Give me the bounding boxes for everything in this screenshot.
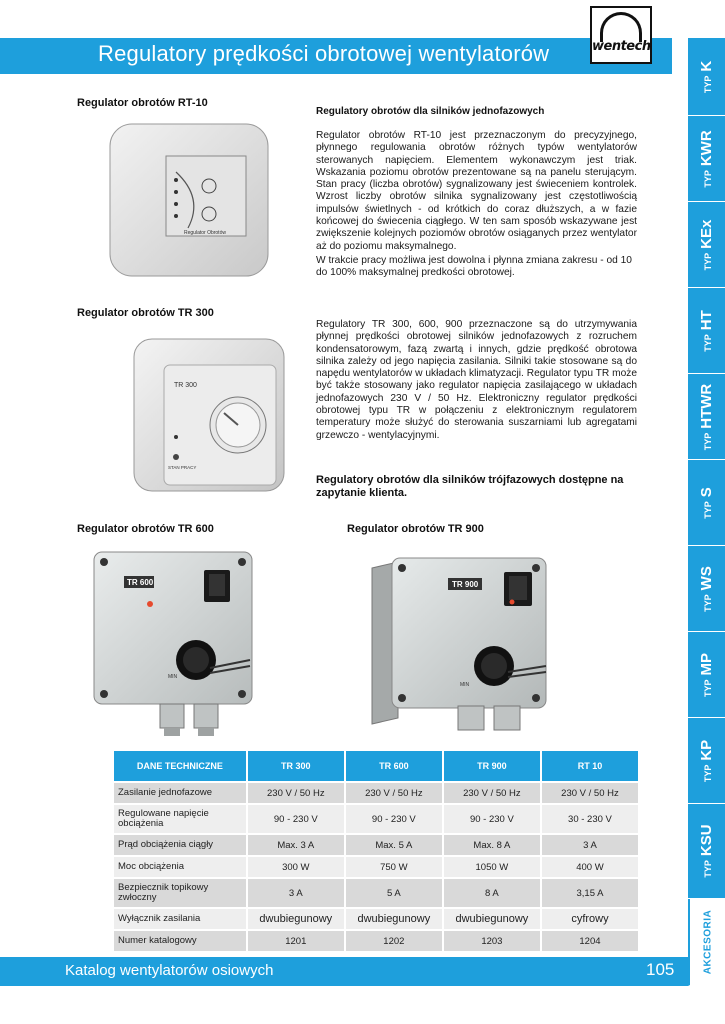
table-cell: 3 A <box>542 835 638 855</box>
side-tab-htwr[interactable]: TYPHTWR <box>688 374 725 460</box>
tr300-status-label: STAN PRACY <box>168 465 197 470</box>
table-cell: 230 V / 50 Hz <box>346 783 442 803</box>
table-row <box>114 909 638 929</box>
rt10-heading: Regulator obrotów RT-10 <box>77 97 208 109</box>
table-cell: 5 A <box>346 879 442 907</box>
table-cell: 1203 <box>444 931 540 951</box>
tr300-heading: Regulator obrotów TR 300 <box>77 307 214 319</box>
side-tab-akcesoria[interactable]: AKCESORIA <box>688 899 725 986</box>
row-label: Numer katalogowy <box>114 931 246 951</box>
technical-data-table <box>112 749 640 953</box>
rt10-subheading: Regulatory obrotów dla silników jednofazowych <box>316 106 545 117</box>
page-number: 105 <box>646 960 675 979</box>
table-cell: 300 W <box>248 857 344 877</box>
table-header-row <box>114 751 638 781</box>
tr900-min-label: MIN <box>460 682 470 688</box>
table-header-cell: TR 900 <box>444 751 540 781</box>
rt10-description: Regulator obrotów RT-10 jest przeznaczonym do precyzyjnego, płynnego regulowania obrotów różnych typów wentylatorów sterowanych napięciem. Elementem wykonawczym jest triak. Wskazania poziomu obrotów prezentowane są na panelu sterującym. Stan pracy (liczba obrotów) sygnalizowany jest świeceniem kontrolek. Wzrost liczby obrotów silnika sygnalizowany jest częstotliwością impulsów świetlnych - od krótkich do coraz dłuższych, a w fazie końcowej do świecenia ciągłego. W ten sam sposób wskazywane jest zwiększenie kolejnych poziomów obrotów osiąganych przez wentylator aż do poziomu maksymalnego. <box>316 130 637 252</box>
table-header-cell: TR 600 <box>346 751 442 781</box>
catalog-title: Katalog wentylatorów osiowych <box>65 962 274 979</box>
tr-description: Regulatory TR 300, 600, 900 przeznaczone są do utrzymywania płynnej prędkości obrotowej silników jednofazowych z rozruchem kondensatorowym, fazą zwartą i innych, gdzie prędkość obrotowa silnika zależy od jego napięcia zasilania. Silniki takie stosowane są do napędu wentylatorów w układach klimatyzacji. Regulator typu TR może być także stosowany jako regulator napięcia zasilającego w układach jednofazowych 230 V / 50 Hz. Elektroniczny regulator prędkości obrotowej typu TR w połączeniu z elektronicznym regulatorem temperatury może służyć do sterowania suszarniami lub agregatami grzewczo - wentylacyjnymi. <box>316 319 637 441</box>
tr900-label: TR 900 <box>452 580 479 589</box>
row-label: Zasilanie jednofazowe <box>114 783 246 803</box>
table-cell: 90 - 230 V <box>248 805 344 833</box>
table-cell: Max. 8 A <box>444 835 540 855</box>
table-row <box>114 805 638 833</box>
rt10-description-range: W trakcie pracy możliwa jest dowolna i płynna zmiana zakresu - od 10 do 100% maksymalnej predkości obrotowej. <box>316 255 632 279</box>
side-tab-k[interactable]: TYPK <box>688 38 725 116</box>
row-label: Bezpiecznik topikowy zwłoczny <box>114 879 246 907</box>
table-row <box>114 783 638 803</box>
brand-logo <box>590 6 652 64</box>
side-tab-ksu[interactable]: TYPKSU <box>688 804 725 899</box>
table-cell: cyfrowy <box>542 909 638 929</box>
tr900-heading: Regulator obrotów TR 900 <box>347 523 484 535</box>
table-cell: Max. 3 A <box>248 835 344 855</box>
table-cell: 3,15 A <box>542 879 638 907</box>
table-header-cell: DANE TECHNICZNE <box>114 751 246 781</box>
side-tab-mp[interactable]: TYPMP <box>688 632 725 718</box>
rt10-panel-label: Regulator Obrotów <box>184 230 226 236</box>
row-label: Regulowane napięcie obciążenia <box>114 805 246 833</box>
side-tab-kwr[interactable]: TYPKWR <box>688 116 725 202</box>
row-label: Prąd obciążenia ciągły <box>114 835 246 855</box>
table-cell: 1202 <box>346 931 442 951</box>
tr300-regulator-image <box>128 329 298 499</box>
tr600-heading: Regulator obrotów TR 600 <box>77 523 214 535</box>
table-cell: 3 A <box>248 879 344 907</box>
tr600-min-label: MIN <box>168 674 178 680</box>
tr300-label: TR 300 <box>174 382 197 389</box>
side-tab-ws[interactable]: TYPWS <box>688 546 725 632</box>
table-cell: dwubiegunowy <box>444 909 540 929</box>
table-cell: 400 W <box>542 857 638 877</box>
logo-arc-icon <box>600 12 642 42</box>
table-cell: 8 A <box>444 879 540 907</box>
table-row <box>114 857 638 877</box>
logo-text: wentech <box>592 39 651 54</box>
table-cell: Max. 5 A <box>346 835 442 855</box>
table-cell: 230 V / 50 Hz <box>444 783 540 803</box>
table-cell: 230 V / 50 Hz <box>542 783 638 803</box>
table-cell: 1050 W <box>444 857 540 877</box>
three-phase-note: Regulatory obrotów dla silników trójfazowych dostępne na zapytanie klienta. <box>316 474 624 499</box>
table-row <box>114 879 638 907</box>
side-tabs <box>688 38 725 986</box>
table-cell: 750 W <box>346 857 442 877</box>
table-cell: dwubiegunowy <box>346 909 442 929</box>
tr900-regulator-image <box>348 548 553 738</box>
table-row <box>114 931 638 951</box>
row-label: Moc obciążenia <box>114 857 246 877</box>
table-header-cell: TR 300 <box>248 751 344 781</box>
side-tab-kex[interactable]: TYPKEx <box>688 202 725 288</box>
table-header-cell: RT 10 <box>542 751 638 781</box>
table-cell: 230 V / 50 Hz <box>248 783 344 803</box>
rt10-regulator-image <box>104 118 274 283</box>
tr600-regulator-image <box>90 548 255 738</box>
table-cell: 1201 <box>248 931 344 951</box>
page-title: Regulatory prędkości obrotowej wentylatorów <box>98 41 550 66</box>
table-cell: 90 - 230 V <box>444 805 540 833</box>
side-tab-ht[interactable]: TYPHT <box>688 288 725 374</box>
side-tab-s[interactable]: TYPS <box>688 460 725 546</box>
table-cell: 90 - 230 V <box>346 805 442 833</box>
tr600-label: TR 600 <box>127 578 154 587</box>
table-cell: 1204 <box>542 931 638 951</box>
table-cell: 30 - 230 V <box>542 805 638 833</box>
row-label: Wyłącznik zasilania <box>114 909 246 929</box>
table-cell: dwubiegunowy <box>248 909 344 929</box>
table-row <box>114 835 638 855</box>
side-tab-kp[interactable]: TYPKP <box>688 718 725 804</box>
